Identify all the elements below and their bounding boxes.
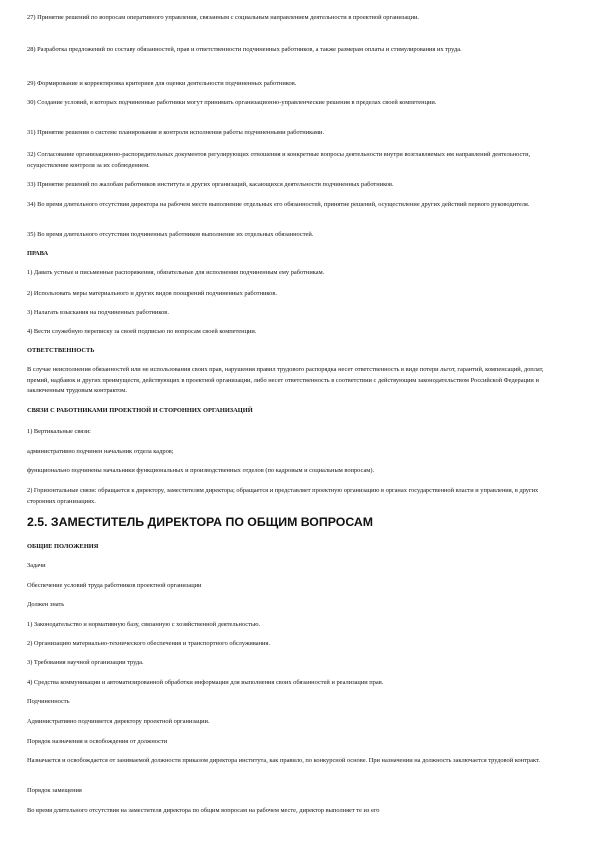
item-29: 29) Формирование и корректировка критериев для оценки деятельности подчиненных работников. bbox=[27, 80, 297, 87]
section-heading-general: ОБЩИЕ ПОЛОЖЕНИЯ bbox=[27, 543, 99, 550]
section-heading-relations: СВЯЗИ С РАБОТНИКАМИ ПРОЕКТНОЙ И СТОРОННИХ ОРГАНИЗАЦИЙ bbox=[27, 407, 253, 414]
responsibility-text: В случае неисполнения обязанностей или не использования своих прав, нарушения правил трудового распорядка несет ответственность в виде потери льгот, гарантий, компенсаций, доплат, премий, надбавок и других преимуществ, действующих в проектной организации, либо несет ответственность в соответствии с действующим законодательством Российской Федерации и заключенным трудовым контрактом. bbox=[27, 366, 544, 394]
know-4: 4) Средства коммуникации и автоматизированной обработки информации для выполнения своих обязанностей и реализации прав. bbox=[27, 679, 384, 686]
subheading-substitution: Порядок замещения bbox=[27, 787, 82, 794]
item-33: 33) Принятие решений по жалобам работников института и других организаций, касающихся деятельности подчиненных работников. bbox=[27, 181, 394, 188]
item-35: 35) Во время длительного отсутствия подчиненных работников выполнение их отдельных обязанностей. bbox=[27, 231, 314, 238]
relations-admin: административно подчинен начальник отдела кадров; bbox=[27, 448, 174, 455]
subheading-tasks: Задачи bbox=[27, 562, 46, 569]
subheading-appointment: Порядок назначения и освобождения от должности bbox=[27, 738, 168, 745]
appointment-text: Назначается и освобождается от занимаемой должности приказом директора института, как правило, по конкурсной основе. При назначении на должность заключается трудовой контракт. bbox=[27, 757, 540, 764]
right-3: 3) Налагать взыскания на подчиненных работников. bbox=[27, 309, 169, 316]
item-30: 30) Создание условий, в которых подчиненные работники могут принимать организационно-управленческие решения в пределах своей компетенции. bbox=[27, 99, 437, 106]
chapter-heading: 2.5. ЗАМЕСТИТЕЛЬ ДИРЕКТОРА ПО ОБЩИМ ВОПРОСАМ bbox=[27, 515, 374, 529]
section-heading-responsibility: ОТВЕТСТВЕННОСТЬ bbox=[27, 347, 95, 354]
item-31: 31) Принятие решения о системе планирования и контроля исполнения работы подчиненными работниками. bbox=[27, 129, 325, 136]
know-3: 3) Требования научной организации труда. bbox=[27, 659, 144, 666]
right-2: 2) Использовать меры материального и других видов поощрений подчиненных работников. bbox=[27, 290, 277, 297]
item-32: 32) Согласование организационно-распорядительных документов регулирующих отношения и конкретные вопросы деятельности внутри возглавляемых им направлений деятельности, осуществление контроля за их соблюдением. bbox=[27, 151, 531, 169]
relations-functional: функционально подчинены начальники функциональных и производственных отделов (по кадровым и социальным вопросам). bbox=[27, 467, 375, 474]
know-2: 2) Организацию материально-технического обеспечения и транспортного обслуживания. bbox=[27, 640, 270, 647]
subordination-text: Административно подчиняется директору проектной организации. bbox=[27, 718, 210, 725]
subheading-must-know: Должен знать bbox=[27, 601, 65, 608]
item-34: 34) Во время длительного отсутствия директора на рабочем месте выполнение отдельных его обязанностей, принятие решений, осуществление других действий первого руководителя. bbox=[27, 201, 530, 208]
know-1: 1) Законодательство и нормативную базу, связанную с хозяйственной деятельностью. bbox=[27, 621, 261, 628]
relations-vertical: 1) Вертикальные связи: bbox=[27, 428, 91, 435]
relations-horizontal: 2) Горизонтальные связи: обращается к директору, заместителям директора; обращается и представляет проектную организацию в органах государственной власти и управления, в других сторонних организациях. bbox=[27, 487, 539, 505]
tasks-text: Обеспечение условий труда работников проектной организации bbox=[27, 582, 202, 589]
right-4: 4) Вести служебную переписку за своей подписью по вопросам своей компетенции. bbox=[27, 328, 257, 335]
right-1: 1) Давать устные и письменные распоряжения, обязательные для исполнения подчиненным ему работникам. bbox=[27, 269, 325, 276]
subheading-subordination: Подчиненность bbox=[27, 698, 70, 705]
section-heading-rights: ПРАВА bbox=[27, 250, 49, 257]
substitution-text: Во время длительного отсутствия на заместителя директора по общим вопросам на рабочем месте, директор выполняет те из его bbox=[27, 807, 380, 814]
item-27: 27) Принятие решений по вопросам оперативного управления, связанным с социальным направлением деятельности в проектной организации. bbox=[27, 14, 420, 21]
item-28: 28) Разработка предложений по составу обязанностей, прав и ответственности подчиненных работников, а также размерам оплаты и стимулирования их труда. bbox=[27, 46, 462, 53]
